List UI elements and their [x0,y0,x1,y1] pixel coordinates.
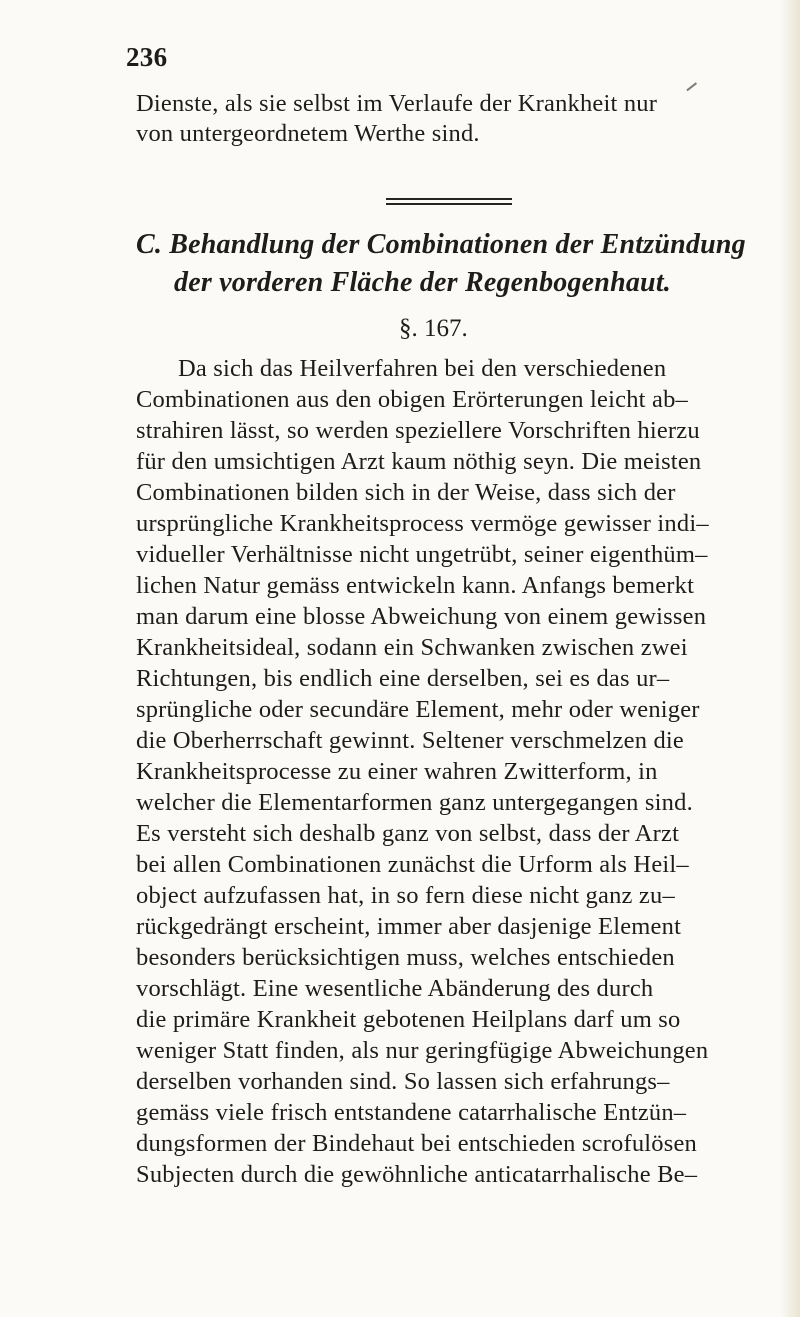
body-line: Da sich das Heilverfahren bei den verschiedenen [178,355,667,382]
body-line: dungsformen der Bindehaut bei entschieden scrofulösen [136,1130,698,1157]
margin-mark [679,73,697,91]
body-line: vorschlägt. Eine wesentliche Abänderung des durch [136,975,654,1002]
body-line: sprüngliche oder secundäre Element, mehr oder weniger [136,696,700,723]
body-line: vidueller Verhältnisse nicht ungetrübt, seiner eigenthüm– [136,541,708,568]
body-line: weniger Statt finden, als nur geringfügige Abweichungen [136,1037,709,1064]
body-line: Combinationen aus den obigen Erörterungen leicht ab– [136,386,688,413]
section-heading-line-1: C. Behandlung der Combinationen der Entzündung [136,229,746,260]
body-line: rückgedrängt erscheint, immer aber dasjenige Element [136,913,682,940]
body-line: gemäss viele frisch entstandene catarrhalische Entzün– [136,1099,687,1126]
body-line: Krankheitsideal, sodann ein Schwanken zwischen zwei [136,634,688,661]
body-line: Es versteht sich deshalb ganz von selbst, dass der Arzt [136,820,680,847]
page-number: 236 [126,42,168,72]
body-line: lichen Natur gemäss entwickeln kann. Anfangs bemerkt [136,572,695,599]
body-line: object aufzufassen hat, in so fern diese nicht ganz zu– [136,882,675,909]
intro-line: von untergeordnetem Werthe sind. [136,120,480,147]
body-line: derselben vorhanden sind. So lassen sich erfahrungs– [136,1068,670,1095]
intro-line: Dienste, als sie selbst im Verlaufe der Krankheit nur [136,90,658,117]
body-line: bei allen Combinationen zunächst die Urform als Heil– [136,851,689,878]
body-line: Krankheitsprocesse zu einer wahren Zwitterform, in [136,758,658,785]
body-line: Richtungen, bis endlich eine derselben, sei es das ur– [136,665,670,692]
section-number: §. 167. [399,315,468,342]
body-line: Subjecten durch die gewöhnliche anticatarrhalische Be– [136,1161,698,1188]
section-divider [386,198,512,206]
body-line: Combinationen bilden sich in der Weise, dass sich der [136,479,676,506]
body-line: für den umsichtigen Arzt kaum nöthig seyn. Die meisten [136,448,702,475]
body-line: man darum eine blosse Abweichung von einem gewissen [136,603,707,630]
body-line: ursprüngliche Krankheitsprocess vermöge gewisser indi– [136,510,709,537]
page-edge-stain [780,0,800,1317]
body-line: strahiren lässt, so werden speziellere Vorschriften hierzu [136,417,700,444]
body-line: die Oberherrschaft gewinnt. Seltener verschmelzen die [136,727,685,754]
body-line: die primäre Krankheit gebotenen Heilplans darf um so [136,1006,681,1033]
body-line: welcher die Elementarformen ganz untergegangen sind. [136,789,693,816]
body-line: besonders berücksichtigen muss, welches entschieden [136,944,675,971]
section-heading-line-2: der vorderen Fläche der Regenbogenhaut. [174,267,672,298]
